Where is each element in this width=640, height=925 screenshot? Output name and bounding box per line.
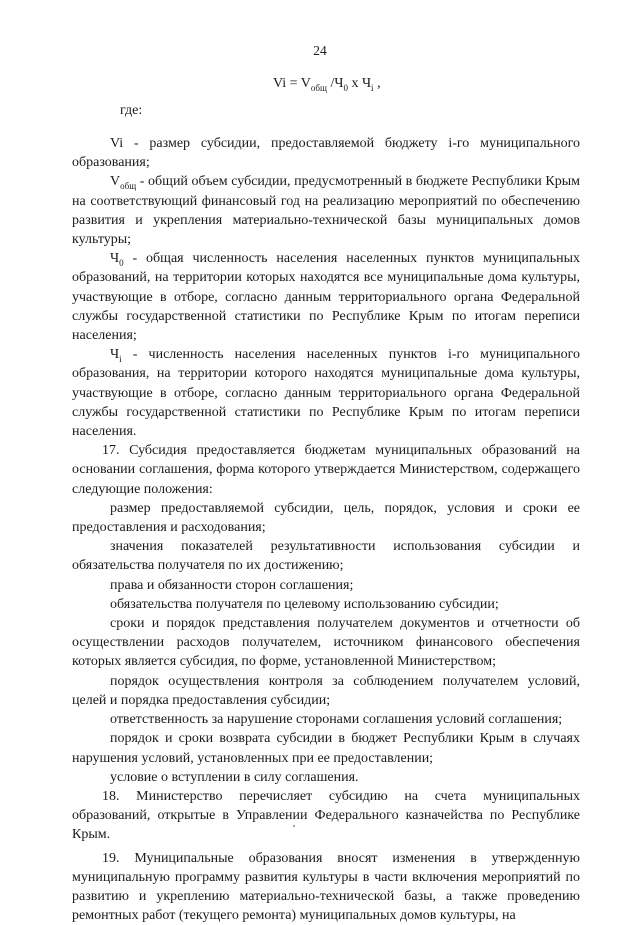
definition-ch-total (72, 249, 580, 345)
symbol: V (110, 174, 121, 190)
formula-subscript: 0 (343, 82, 348, 93)
formula-subscript: i (371, 82, 374, 93)
scan-speck (293, 825, 295, 827)
formula-part: Vi = V (273, 76, 311, 91)
formula-part: х Ч (347, 76, 372, 91)
symbol-subscript: i (119, 354, 122, 365)
paragraph-17-intro: 17. Субсидия предоставляется бюджетам муниципальных образований на основании соглашения, форма которого утверждается Министерством, содержащего следующие положения: (72, 443, 580, 497)
agreement-provision: порядок осуществления контроля за соблюдением получателем условий, целей и порядка предоставления субсидии; (72, 673, 580, 708)
agreement-provision: права и обязанности сторон соглашения; (110, 577, 354, 593)
agreement-provision: значения показателей результативности использования субсидии и обязательства получателя по их достижению; (72, 539, 580, 574)
definition-text: - общий объем субсидии, предусмотренный в бюджете Республики Крым на соответствующий финансовый год на реализацию мероприятий по обеспечению развития и укрепления материально-технической базы муниципальных домов культуры; (72, 174, 580, 248)
symbol-subscript: 0 (119, 258, 124, 269)
definition-vi: Vi - размер субсидии, предоставляемой бюджету i-го муниципального образования; (72, 136, 580, 171)
agreement-provision: размер предоставляемой субсидии, цель, порядок, условия и сроки ее предоставления и расходования; (72, 500, 580, 536)
formula-subscript: общ (310, 82, 327, 93)
definition-text: - численность населения населенных пунктов i-го муниципального образования, на территории которого находятся муниципальные дома культуры, участвующие в отборе, согласно данным территориального органа Федеральной службы государственной статистики по Республике Крым по итогам переписи населения. (72, 347, 580, 440)
agreement-provision: обязательства получателя по целевому использованию субсидии; (110, 596, 499, 612)
agreement-provision: порядок и сроки возврата субсидии в бюджет Республики Крым в случаях нарушения условий, установленных при ее предоставлении; (72, 731, 580, 766)
paragraph-19: 19. Муниципальные образования вносят изменения в утвержденную муниципальную программу развития культуры в части включения мероприятий по развитию и укреплению материально-технической базы, а также проведению ремонтных работ (текущего ремонта) муниципальных домов культуры, на (72, 850, 580, 924)
where-label: где: (120, 103, 143, 118)
symbol-subscript: общ (120, 181, 137, 192)
symbol: Ч (110, 347, 120, 363)
agreement-provision: ответственность за нарушение сторонами соглашения условий соглашения; (110, 712, 563, 728)
formula-part: , (373, 76, 381, 91)
formula-part: /Ч (326, 76, 344, 91)
page-number: 24 (313, 43, 327, 58)
agreement-provision: условие о вступлении в силу соглашения. (110, 769, 359, 785)
symbol: Ч (110, 251, 120, 267)
paragraph-18: 18. Министерство перечисляет субсидию на счета муниципальных образований, открытые в Управлении Федерального казначейства по Республике Крым. (72, 788, 580, 843)
definition-v-total (72, 172, 580, 249)
definition-text: - общая численность населения населенных пунктов муниципальных образований, на территории которых находятся все муниципальные дома культуры, участвующие в отборе, согласно данным территориального органа Федеральной службы государственной статистики по Республике Крым по итогам переписи населения; (72, 251, 580, 344)
agreement-provision: сроки и порядок представления получателем документов и отчетности об осуществлении расходов получателем, источником финансового обеспечения которых является субсидия, по форме, установленной Министерством; (72, 616, 580, 670)
document-body (72, 134, 580, 925)
definition-ch-i (72, 345, 580, 441)
subsidy-formula (273, 76, 381, 93)
